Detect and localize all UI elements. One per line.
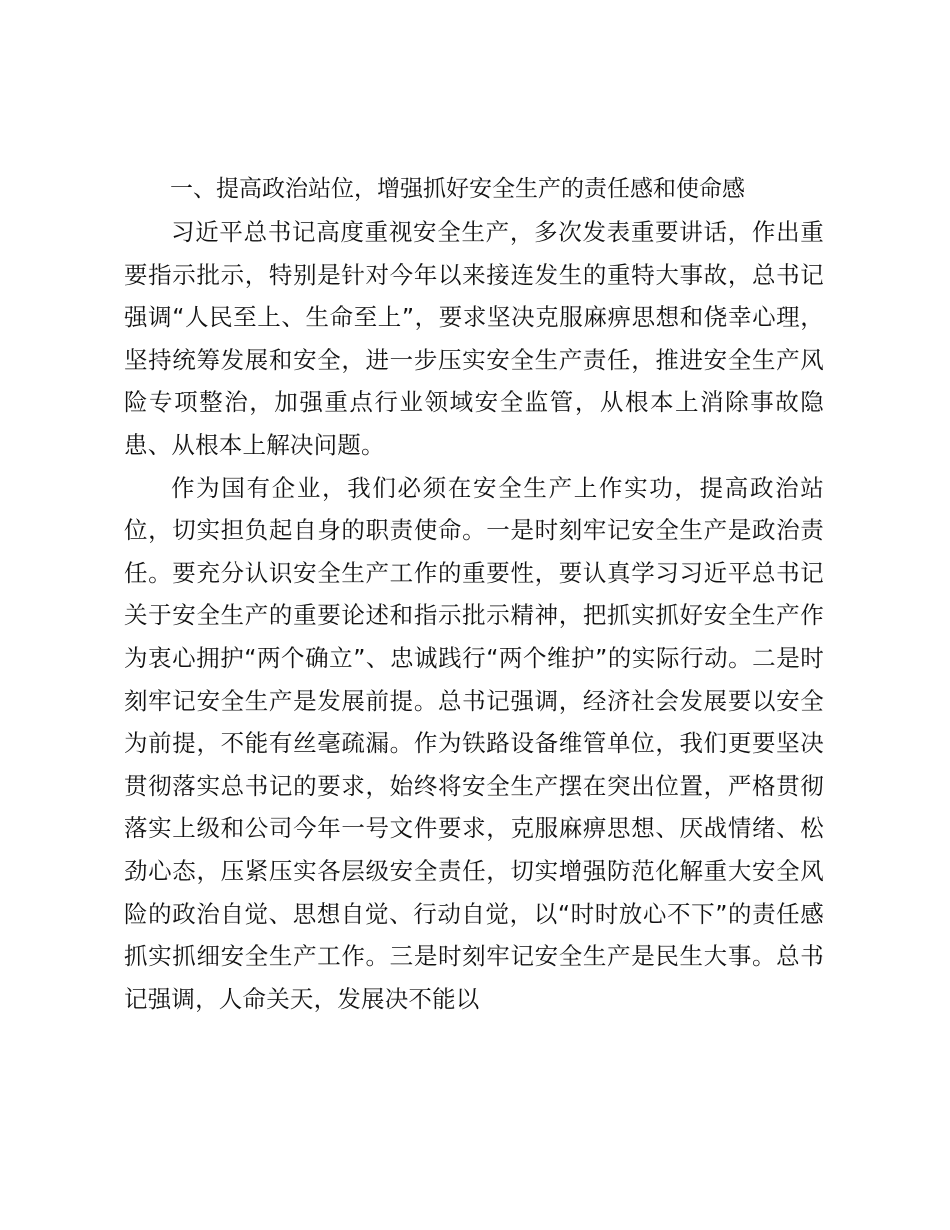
paragraph-1: 习近平总书记高度重视安全生产，多次发表重要讲话，作出重要指示批示，特别是针对今年以来接连发生的重特大事故，总书记强调“人民至上、生命至上”，要求坚决克服麻痹思想和侥幸心理，坚持统筹发展和安全，进一步压实安全生产责任，推进安全生产风险专项整治，加强重点行业领域安全监管，从根本上消除事故隐患、从根本上解决问题。 [124,218,824,459]
paragraph-2: 作为国有企业，我们必须在安全生产上作实功，提高政治站位，切实担负起自身的职责使命。一是时刻牢记安全生产是政治责任。要充分认识安全生产工作的重要性，要认真学习习近平总书记关于安全生产的重要论述和指示批示精神，把抓实抓好安全生产作为衷心拥护“两个确立”、忠诚践行“两个维护”的实际行动。二是时刻牢记安全生产是发展前提。总书记强调，经济社会发展要以安全为前提，不能有丝毫疏漏。作为铁路设备维管单位，我们更要坚决贯彻落实总书记的要求，始终将安全生产摆在突出位置，严格贯彻落实上级和公司今年一号文件要求，克服麻痹思想、厌战情绪、松劲心态，压紧压实各层级安全责任，切实增强防范化解重大安全风险的政治自觉、思想自觉、行动自觉，以“时时放心不下”的责任感抓实抓细安全生产工作。三是时刻牢记安全生产是民生大事。总书记强调，人命关天，发展决不能以 [124,473,824,1013]
document-body [124,168,824,1020]
section-heading: 一、提高政治站位，增强抓好安全生产的责任感和使命感 [170,176,745,202]
